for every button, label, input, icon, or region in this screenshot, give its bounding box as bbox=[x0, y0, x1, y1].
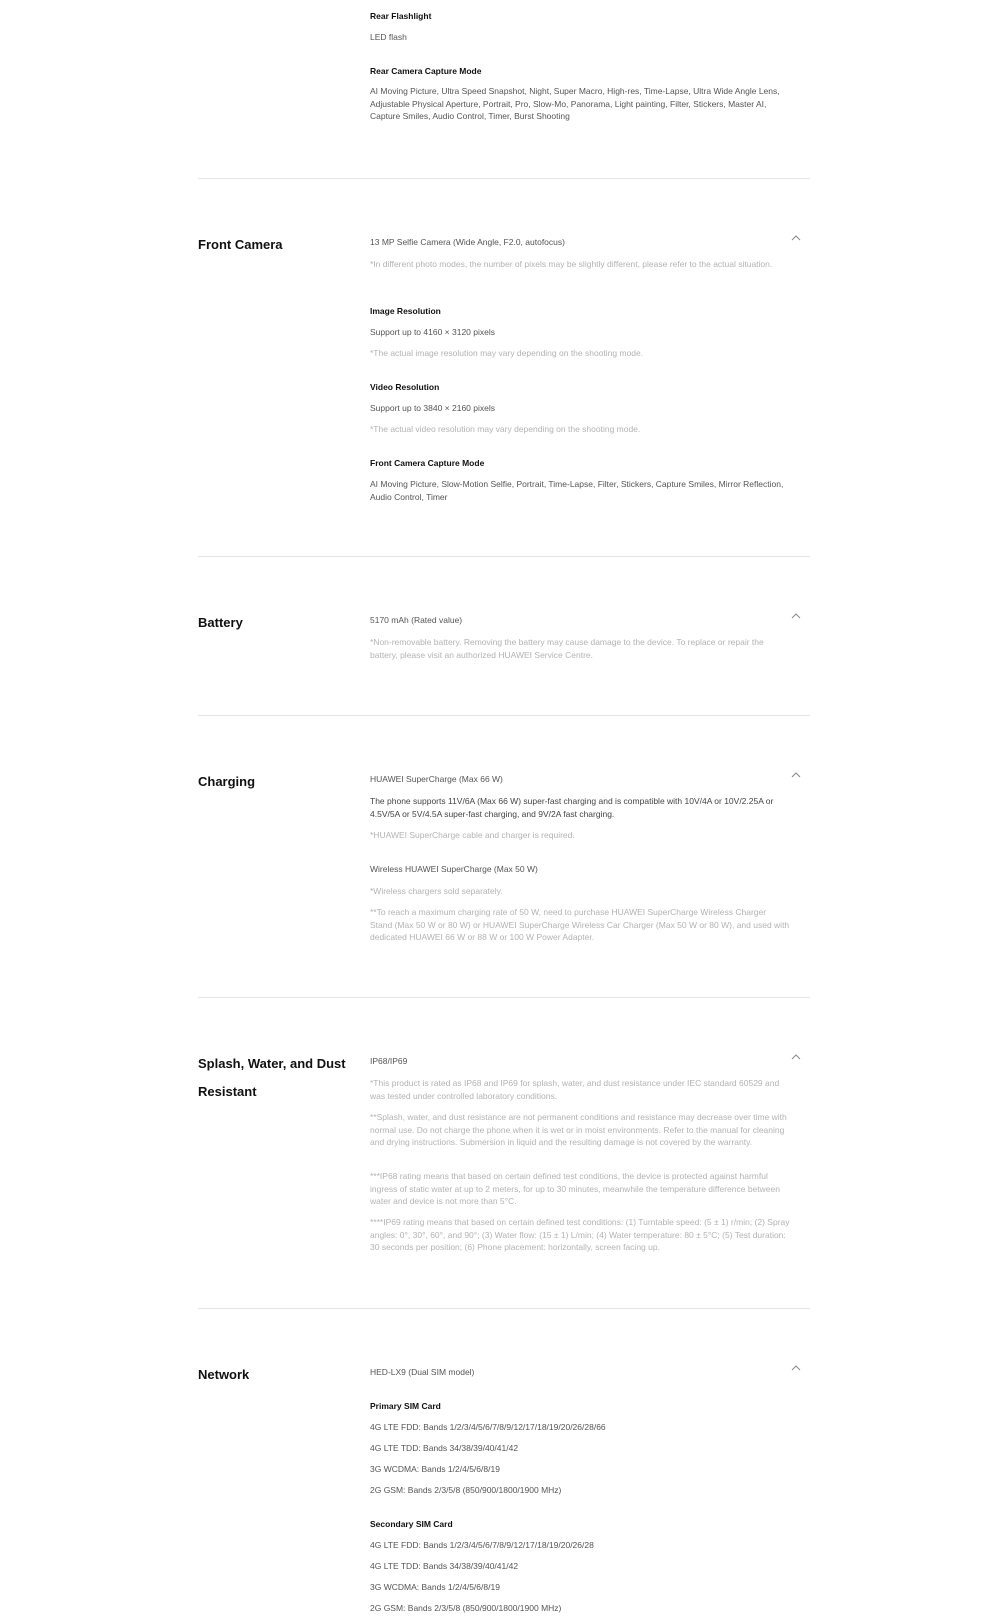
band-row: 4G LTE FDD: Bands 1/2/3/4/5/6/7/8/9/12/17/18/19/20/26/28/66 bbox=[370, 1422, 606, 1432]
splash-note-3: ***IP68 rating means that based on certain defined test conditions, the device is protected against harmful ingress of static water at up to 2 meters, for up to 30 minutes, meanwhile the temperature difference between water and device is not more than 5°C. bbox=[370, 1171, 780, 1206]
video-resolution-heading: Video Resolution bbox=[370, 382, 440, 392]
splash-value: IP68/IP69 bbox=[370, 1056, 408, 1066]
network-section bbox=[198, 1308, 810, 1621]
front-capture-heading: Front Camera Capture Mode bbox=[370, 458, 485, 468]
chevron-up-icon[interactable] bbox=[790, 232, 802, 244]
rear-flashlight-heading: Rear Flashlight bbox=[370, 11, 432, 21]
chevron-up-icon[interactable] bbox=[790, 610, 802, 622]
band-row: 3G WCDMA: Bands 1/2/4/5/6/8/19 bbox=[370, 1464, 500, 1474]
section-title-front-camera: Front Camera bbox=[198, 237, 283, 252]
rear-capture-heading: Rear Camera Capture Mode bbox=[370, 66, 482, 76]
band-row: 2G GSM: Bands 2/3/5/8 (850/900/1800/1900 MHz) bbox=[370, 1603, 562, 1613]
primary-sim-heading: Primary SIM Card bbox=[370, 1401, 441, 1411]
secondary-sim-heading: Secondary SIM Card bbox=[370, 1519, 453, 1529]
band-row: 4G LTE FDD: Bands 1/2/3/4/5/6/7/8/9/12/17/18/19/20/26/28 bbox=[370, 1540, 594, 1550]
splash-note-4: ****IP69 rating means that based on certain defined test conditions: (1) Turntable speed: (5 ± 1) r/min; (2) Spray angles: 0°, 30°, 60°, and 90°; (3) Water flow: (15 ± 1) L/min; (4) Water temperature: 80 ± 5°C; (5) Test duration: 30 seconds per position; (6) Phone placement: horizontally, screen facing up. bbox=[370, 1217, 790, 1252]
battery-section bbox=[198, 556, 810, 715]
band-row: 2G GSM: Bands 2/3/5/8 (850/900/1800/1900 MHz) bbox=[370, 1485, 562, 1495]
wired-charging-note: *HUAWEI SuperCharge cable and charger is required. bbox=[370, 830, 575, 840]
section-title-charging: Charging bbox=[198, 774, 256, 789]
band-row: 3G WCDMA: Bands 1/2/4/5/6/8/19 bbox=[370, 1582, 500, 1592]
wired-charging-value: HUAWEI SuperCharge (Max 66 W) bbox=[370, 774, 503, 784]
charging-section bbox=[198, 715, 810, 997]
video-resolution-value: Support up to 3840 × 2160 pixels bbox=[370, 403, 495, 413]
video-resolution-note: *The actual video resolution may vary depending on the shooting mode. bbox=[370, 424, 641, 434]
front-capture-value: AI Moving Picture, Slow-Motion Selfie, Portrait, Time-Lapse, Filter, Stickers, Capture Smiles, Mirror Reflection, Audio Control, Timer bbox=[370, 479, 784, 502]
splash-section bbox=[198, 997, 810, 1308]
wireless-charging-note-2: **To reach a maximum charging rate of 50 W, need to purchase HUAWEI SuperCharge Wireless Charger Stand (Max 50 W or 80 W) or HUAWEI SuperCharge Wireless Car Charger (Max 50 W or 80 W), and used with dedicated HUAWEI 66 W or 88 W or 100 W Power Adapter. bbox=[370, 907, 790, 942]
wired-charging-desc: The phone supports 11V/6A (Max 66 W) super-fast charging and is compatible with 10V/4A or 10V/2.25A or 4.5V/5A or 5V/4.5A super-fast charging, and 9V/2A fast charging. bbox=[370, 796, 774, 819]
rear-capture-value: AI Moving Picture, Ultra Speed Snapshot, Night, Super Macro, High-res, Time-Lapse, Ultra Wide Angle Lens, Adjustable Physical Aperture, Portrait, Pro, Slow-Mo, Panorama, Light painting, Filter, Stickers, Master AI, Capture Smiles, Audio Control, Timer, Burst Shooting bbox=[370, 86, 780, 121]
front-camera-main-value: 13 MP Selfie Camera (Wide Angle, F2.0, autofocus) bbox=[370, 237, 565, 247]
wireless-charging-value: Wireless HUAWEI SuperCharge (Max 50 W) bbox=[370, 864, 538, 874]
wireless-charging-note-1: *Wireless chargers sold separately. bbox=[370, 886, 503, 896]
image-resolution-value: Support up to 4160 × 3120 pixels bbox=[370, 327, 495, 337]
section-title-network: Network bbox=[198, 1367, 250, 1382]
chevron-up-icon[interactable] bbox=[790, 1051, 802, 1063]
rear-flashlight-value: LED flash bbox=[370, 32, 407, 42]
network-model: HED-LX9 (Dual SIM model) bbox=[370, 1367, 475, 1377]
battery-note: *Non-removable battery. Removing the battery may cause damage to the device. To replace or repair the battery, please visit an authorized HUAWEI Service Centre. bbox=[370, 637, 764, 660]
front-camera-main-note: *In different photo modes, the number of pixels may be slightly different, please refer to the actual situation. bbox=[370, 259, 773, 269]
rear-camera-section bbox=[198, 0, 810, 178]
splash-note-1: *This product is rated as IP68 and IP69 for splash, water, and dust resistance under IEC standard 60529 and was tested under controlled laboratory conditions. bbox=[370, 1078, 780, 1101]
section-title-splash: Splash, Water, and Dust Resistant bbox=[198, 1056, 346, 1099]
band-row: 4G LTE TDD: Bands 34/38/39/40/41/42 bbox=[370, 1561, 519, 1571]
front-camera-section bbox=[198, 178, 810, 556]
chevron-up-icon[interactable] bbox=[790, 1362, 802, 1374]
image-resolution-heading: Image Resolution bbox=[370, 306, 441, 316]
band-row: 4G LTE TDD: Bands 34/38/39/40/41/42 bbox=[370, 1443, 519, 1453]
battery-value: 5170 mAh (Rated value) bbox=[370, 615, 463, 625]
splash-note-2: **Splash, water, and dust resistance are not permanent conditions and resistance may decrease over time with normal use. Do not charge the phone when it is wet or in moist environments. Refer to the manual for cleaning and drying instructions. Submersion in liquid and the resulting damage is not covered by the warranty. bbox=[370, 1112, 787, 1147]
section-title-battery: Battery bbox=[198, 615, 243, 630]
chevron-up-icon[interactable] bbox=[790, 769, 802, 781]
image-resolution-note: *The actual image resolution may vary depending on the shooting mode. bbox=[370, 348, 644, 358]
